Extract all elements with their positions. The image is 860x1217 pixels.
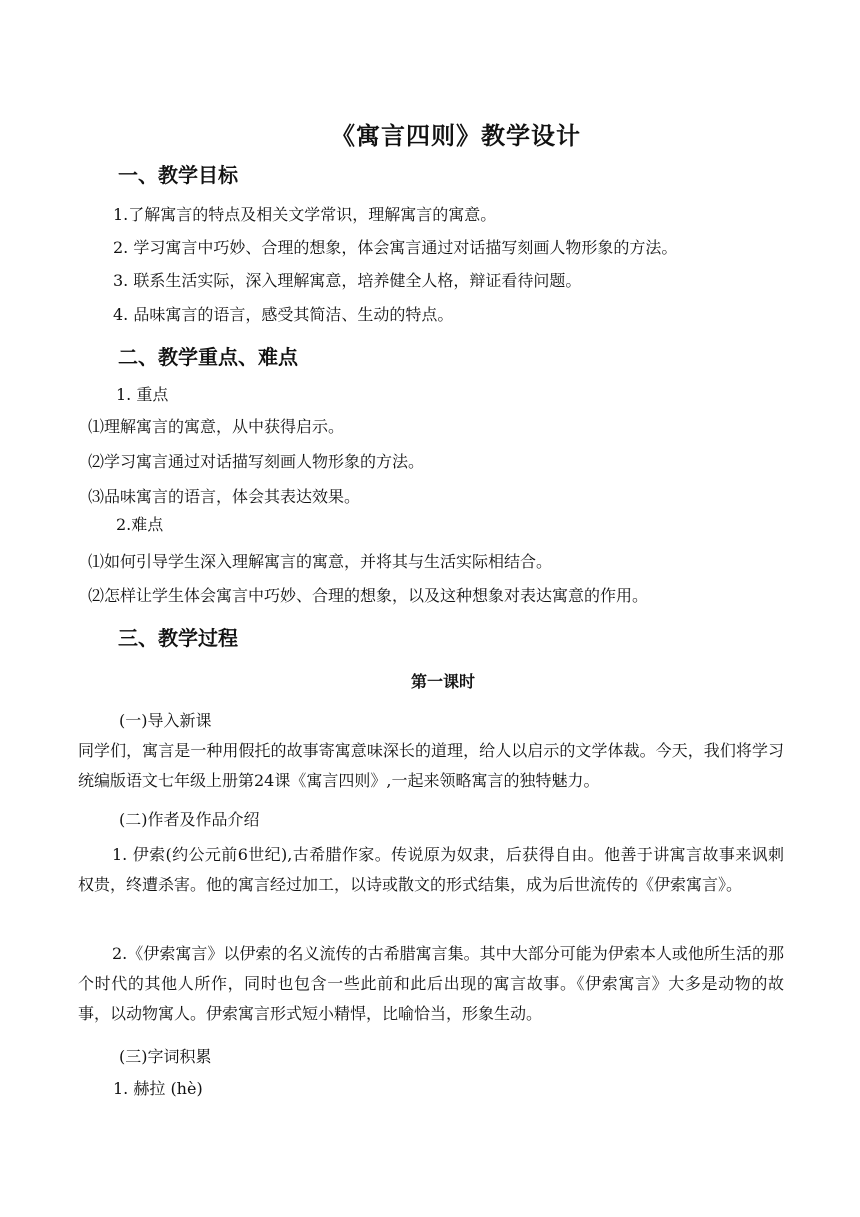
section-heading-process: 三、教学过程 xyxy=(118,626,238,650)
key-points-label: 1. 重点 xyxy=(116,385,169,404)
author-paragraph: 1. 伊索(约公元前6世纪),古希腊作家。传说原为奴隶，后获得自由。他善于讲寓言故事来讽刺权贵，终遭杀害。他的寓言经过加工，以诗或散文的形式结集，成为后世流传的《伊索寓言》。 xyxy=(78,845,784,894)
key-point-item: ⑵学习寓言通过对话描写刻画人物形象的方法。 xyxy=(88,452,425,471)
objective-item: 4. 品味寓言的语言，感受其简洁、生动的特点。 xyxy=(113,305,454,324)
key-point-item: ⑶品味寓言的语言，体会其表达效果。 xyxy=(88,487,361,506)
work-paragraph: 2.《伊索寓言》以伊索的名义流传的古希腊寓言集。其中大部分可能为伊索本人或他所生活的那个时代的其他人所作，同时也包含一些此前和此后出现的寓言故事。《伊索寓言》大多是动物的故事，以动物寓人。伊索寓言形式短小精悍，比喻恰当，形象生动。 xyxy=(78,944,784,1023)
objective-item: 2. 学习寓言中巧妙、合理的想象，体会寓言通过对话描写刻画人物形象的方法。 xyxy=(113,238,678,257)
difficulty-item: ⑵怎样让学生体会寓言中巧妙、合理的想象，以及这种想象对表达寓意的作用。 xyxy=(88,586,649,605)
difficulties-label: 2.难点 xyxy=(116,515,164,534)
section-heading-key-points: 二、教学重点、难点 xyxy=(118,345,298,369)
part-heading-intro: (一)导入新课 xyxy=(119,711,212,730)
part-heading-author: (二)作者及作品介绍 xyxy=(119,810,260,829)
intro-paragraph: 同学们，寓言是一种用假托的故事寄寓意味深长的道理，给人以启示的文学体裁。今天，我们将学习统编版语文七年级上册第24课《寓言四则》,一起来领略寓言的独特魅力。 xyxy=(78,741,784,790)
objective-item: 1.了解寓言的特点及相关文学常识，理解寓言的寓意。 xyxy=(113,205,497,224)
vocabulary-item: 1. 赫拉 (hè) xyxy=(113,1079,203,1098)
key-point-item: ⑴理解寓言的寓意，从中获得启示。 xyxy=(88,417,345,436)
document-title: 《寓言四则》教学设计 xyxy=(331,122,581,150)
difficulty-item: ⑴如何引导学生深入理解寓言的寓意，并将其与生活实际相结合。 xyxy=(88,552,553,571)
objective-item: 3. 联系生活实际，深入理解寓意，培养健全人格，辩证看待问题。 xyxy=(113,271,582,290)
lesson-heading: 第一课时 xyxy=(411,672,476,691)
section-heading-objectives: 一、教学目标 xyxy=(118,163,238,187)
part-heading-vocabulary: (三)字词积累 xyxy=(119,1047,212,1066)
